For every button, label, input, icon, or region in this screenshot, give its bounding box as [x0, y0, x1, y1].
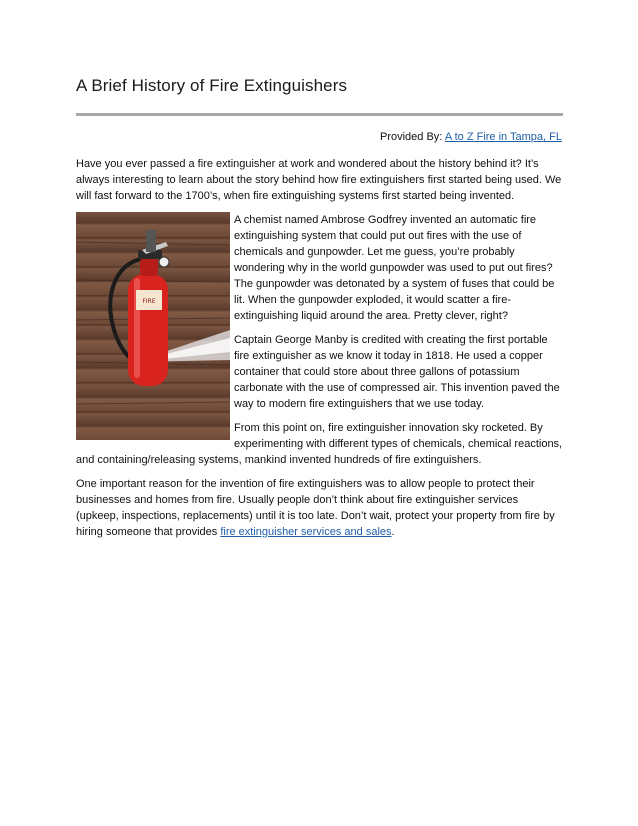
- page-title: A Brief History of Fire Extinguishers: [76, 76, 348, 95]
- title-divider: [76, 113, 563, 116]
- manby-paragraph: Captain George Manby is credited with creating the first portable fire extinguisher as we know it today in 1818. He used a copper container that could store about three gallons of potassium carbonate with the use of compressed air. This invention paved the way to modern fire extinguishers that we use today.: [234, 334, 560, 410]
- innovation-paragraph: From this point on, fire extinguisher innovation sky rocketed. By experimenting with different types of chemicals, chemical reactions, and containing/releasing systems, mankind invented hundreds of fire extinguishers.: [76, 422, 563, 466]
- provided-by-label: Provided By:: [379, 131, 445, 143]
- closing-paragraph: [76, 476, 563, 540]
- closing-text: One important reason for the invention of fire extinguishers was to allow people to protect their businesses and homes from fire. Usually people don’t think about fire extinguisher services (upkeep, inspections, replacements) until it is too late. Don’t wait, protect your property from fire by hiring someone that provides: [76, 478, 555, 538]
- intro-paragraph: Have you ever passed a fire extinguisher at work and wondered about the history behind it? It’s always interesting to learn about the story behind how fire extinguishers first started being used. We will fast forward to the 1700’s, when fire extinguishing systems first started being invented.: [76, 158, 562, 202]
- svg-text:FIRE: FIRE: [142, 298, 156, 305]
- closing-period: .: [391, 526, 395, 538]
- article-body: [76, 156, 563, 548]
- fire-extinguisher-icon: [76, 212, 230, 440]
- provided-by-line: [380, 131, 562, 143]
- fire-extinguisher-photo: [76, 212, 230, 440]
- godfrey-paragraph: A chemist named Ambrose Godfrey invented an automatic fire extinguishing system that could put out fires with the use of chemicals and gunpowder. Let me guess, you’re probably wondering why in the world gunpowder was used to put out fires? The gunpowder was detonated by a system of fuses that could be lit. When the gunpowder exploded, it would scatter a fire-extinguishing liquid around the area. Pretty clever, right?: [234, 214, 555, 322]
- services-link[interactable]: fire extinguisher services and sales: [220, 526, 392, 538]
- provider-link[interactable]: A to Z Fire in Tampa, FL: [444, 131, 562, 143]
